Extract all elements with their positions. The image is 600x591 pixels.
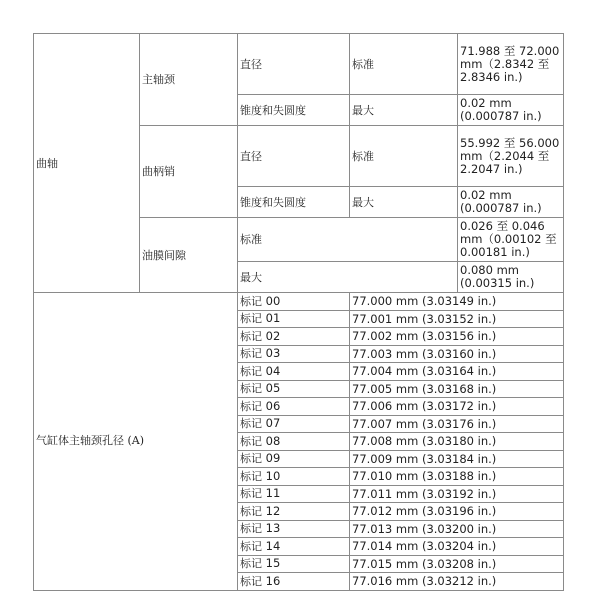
main-journal-diameter-value: 71.988 至 72.000 mm（2.8342 至 2.8346 in.) <box>458 34 564 95</box>
mark-number: 08 <box>265 433 281 448</box>
mark-value: 77.014 mm (3.03204 in.) <box>350 538 564 556</box>
mark-cell <box>238 468 350 486</box>
mark-number: 14 <box>265 538 281 553</box>
mark-cell <box>238 293 350 311</box>
oil-clearance-standard-value: 0.026 至 0.046 mm（0.00102 至 0.00181 in.) <box>458 218 564 262</box>
mark-prefix: 标记 <box>240 329 262 343</box>
crank-pin-diameter-type: 标准 <box>350 126 458 187</box>
mark-cell <box>238 363 350 381</box>
crank-pin-label: 曲柄销 <box>140 126 238 218</box>
table-row <box>34 34 564 95</box>
oil-clearance-label: 油膜间隙 <box>140 218 238 293</box>
mark-cell <box>238 433 350 451</box>
mark-prefix: 标记 <box>240 522 262 536</box>
mark-number: 02 <box>265 328 281 343</box>
main-journal-taper-type: 最大 <box>350 95 458 126</box>
mark-prefix: 标记 <box>240 294 262 308</box>
mark-cell <box>238 415 350 433</box>
mark-prefix: 标记 <box>240 504 262 518</box>
mark-value: 77.011 mm (3.03192 in.) <box>350 485 564 503</box>
main-journal-diameter-type: 标准 <box>350 34 458 95</box>
mark-cell <box>238 310 350 328</box>
mark-prefix: 标记 <box>240 417 262 431</box>
mark-number: 16 <box>265 573 281 588</box>
mark-prefix: 标记 <box>240 557 262 571</box>
mark-number: 15 <box>265 556 281 571</box>
crank-pin-taper-type: 最大 <box>350 187 458 218</box>
main-journal-diameter-label: 直径 <box>238 34 350 95</box>
mark-number: 03 <box>265 346 281 361</box>
mark-prefix: 标记 <box>240 487 262 501</box>
mark-number: 10 <box>265 468 281 483</box>
mark-value: 77.003 mm (3.03160 in.) <box>350 345 564 363</box>
mark-number: 01 <box>265 311 281 326</box>
mark-number: 07 <box>265 416 281 431</box>
mark-value: 77.015 mm (3.03208 in.) <box>350 555 564 573</box>
mark-cell <box>238 345 350 363</box>
crank-pin-diameter-value: 55.992 至 56.000 mm（2.2044 至 2.2047 in.) <box>458 126 564 187</box>
main-journal-label: 主轴颈 <box>140 34 238 126</box>
crank-pin-taper-value: 0.02 mm (0.000787 in.) <box>458 187 564 218</box>
crank-pin-diameter-label: 直径 <box>238 126 350 187</box>
mark-number: 11 <box>265 486 281 501</box>
crankshaft-label: 曲轴 <box>34 34 140 293</box>
table-row <box>34 293 564 311</box>
oil-clearance-maximum-value: 0.080 mm (0.00315 in.) <box>458 262 564 293</box>
mark-value: 77.008 mm (3.03180 in.) <box>350 433 564 451</box>
mark-value: 77.000 mm (3.03149 in.) <box>350 293 564 311</box>
mark-value: 77.016 mm (3.03212 in.) <box>350 573 564 591</box>
main-journal-taper-label: 锥度和失圆度 <box>238 95 350 126</box>
mark-prefix: 标记 <box>240 347 262 361</box>
mark-value: 77.007 mm (3.03176 in.) <box>350 415 564 433</box>
spec-table-body <box>34 34 564 591</box>
mark-value: 77.013 mm (3.03200 in.) <box>350 520 564 538</box>
mark-number: 09 <box>265 451 281 466</box>
mark-cell <box>238 485 350 503</box>
mark-prefix: 标记 <box>240 434 262 448</box>
mark-prefix: 标记 <box>240 364 262 378</box>
mark-cell <box>238 520 350 538</box>
mark-number: 12 <box>265 503 281 518</box>
mark-value: 77.009 mm (3.03184 in.) <box>350 450 564 468</box>
mark-cell <box>238 398 350 416</box>
oil-clearance-standard-type: 标准 <box>238 218 458 262</box>
mark-cell <box>238 450 350 468</box>
mark-cell <box>238 380 350 398</box>
mark-prefix: 标记 <box>240 469 262 483</box>
mark-prefix: 标记 <box>240 312 262 326</box>
mark-number: 00 <box>265 293 281 308</box>
main-journal-taper-value: 0.02 mm (0.000787 in.) <box>458 95 564 126</box>
block-bore-label: 气缸体主轴颈孔径 (A) <box>34 293 238 591</box>
spec-table <box>33 33 564 591</box>
mark-number: 04 <box>265 363 281 378</box>
mark-prefix: 标记 <box>240 539 262 553</box>
mark-value: 77.004 mm (3.03164 in.) <box>350 363 564 381</box>
mark-cell <box>238 573 350 591</box>
mark-value: 77.012 mm (3.03196 in.) <box>350 503 564 521</box>
mark-value: 77.002 mm (3.03156 in.) <box>350 328 564 346</box>
mark-prefix: 标记 <box>240 399 262 413</box>
mark-number: 05 <box>265 381 281 396</box>
mark-number: 13 <box>265 521 281 536</box>
mark-prefix: 标记 <box>240 452 262 466</box>
mark-value: 77.005 mm (3.03168 in.) <box>350 380 564 398</box>
mark-cell <box>238 538 350 556</box>
mark-cell <box>238 555 350 573</box>
mark-prefix: 标记 <box>240 574 262 588</box>
mark-cell <box>238 503 350 521</box>
mark-value: 77.010 mm (3.03188 in.) <box>350 468 564 486</box>
mark-number: 06 <box>265 398 281 413</box>
oil-clearance-maximum-type: 最大 <box>238 262 458 293</box>
mark-prefix: 标记 <box>240 382 262 396</box>
mark-cell <box>238 328 350 346</box>
mark-value: 77.001 mm (3.03152 in.) <box>350 310 564 328</box>
mark-value: 77.006 mm (3.03172 in.) <box>350 398 564 416</box>
crank-pin-taper-label: 锥度和失圆度 <box>238 187 350 218</box>
